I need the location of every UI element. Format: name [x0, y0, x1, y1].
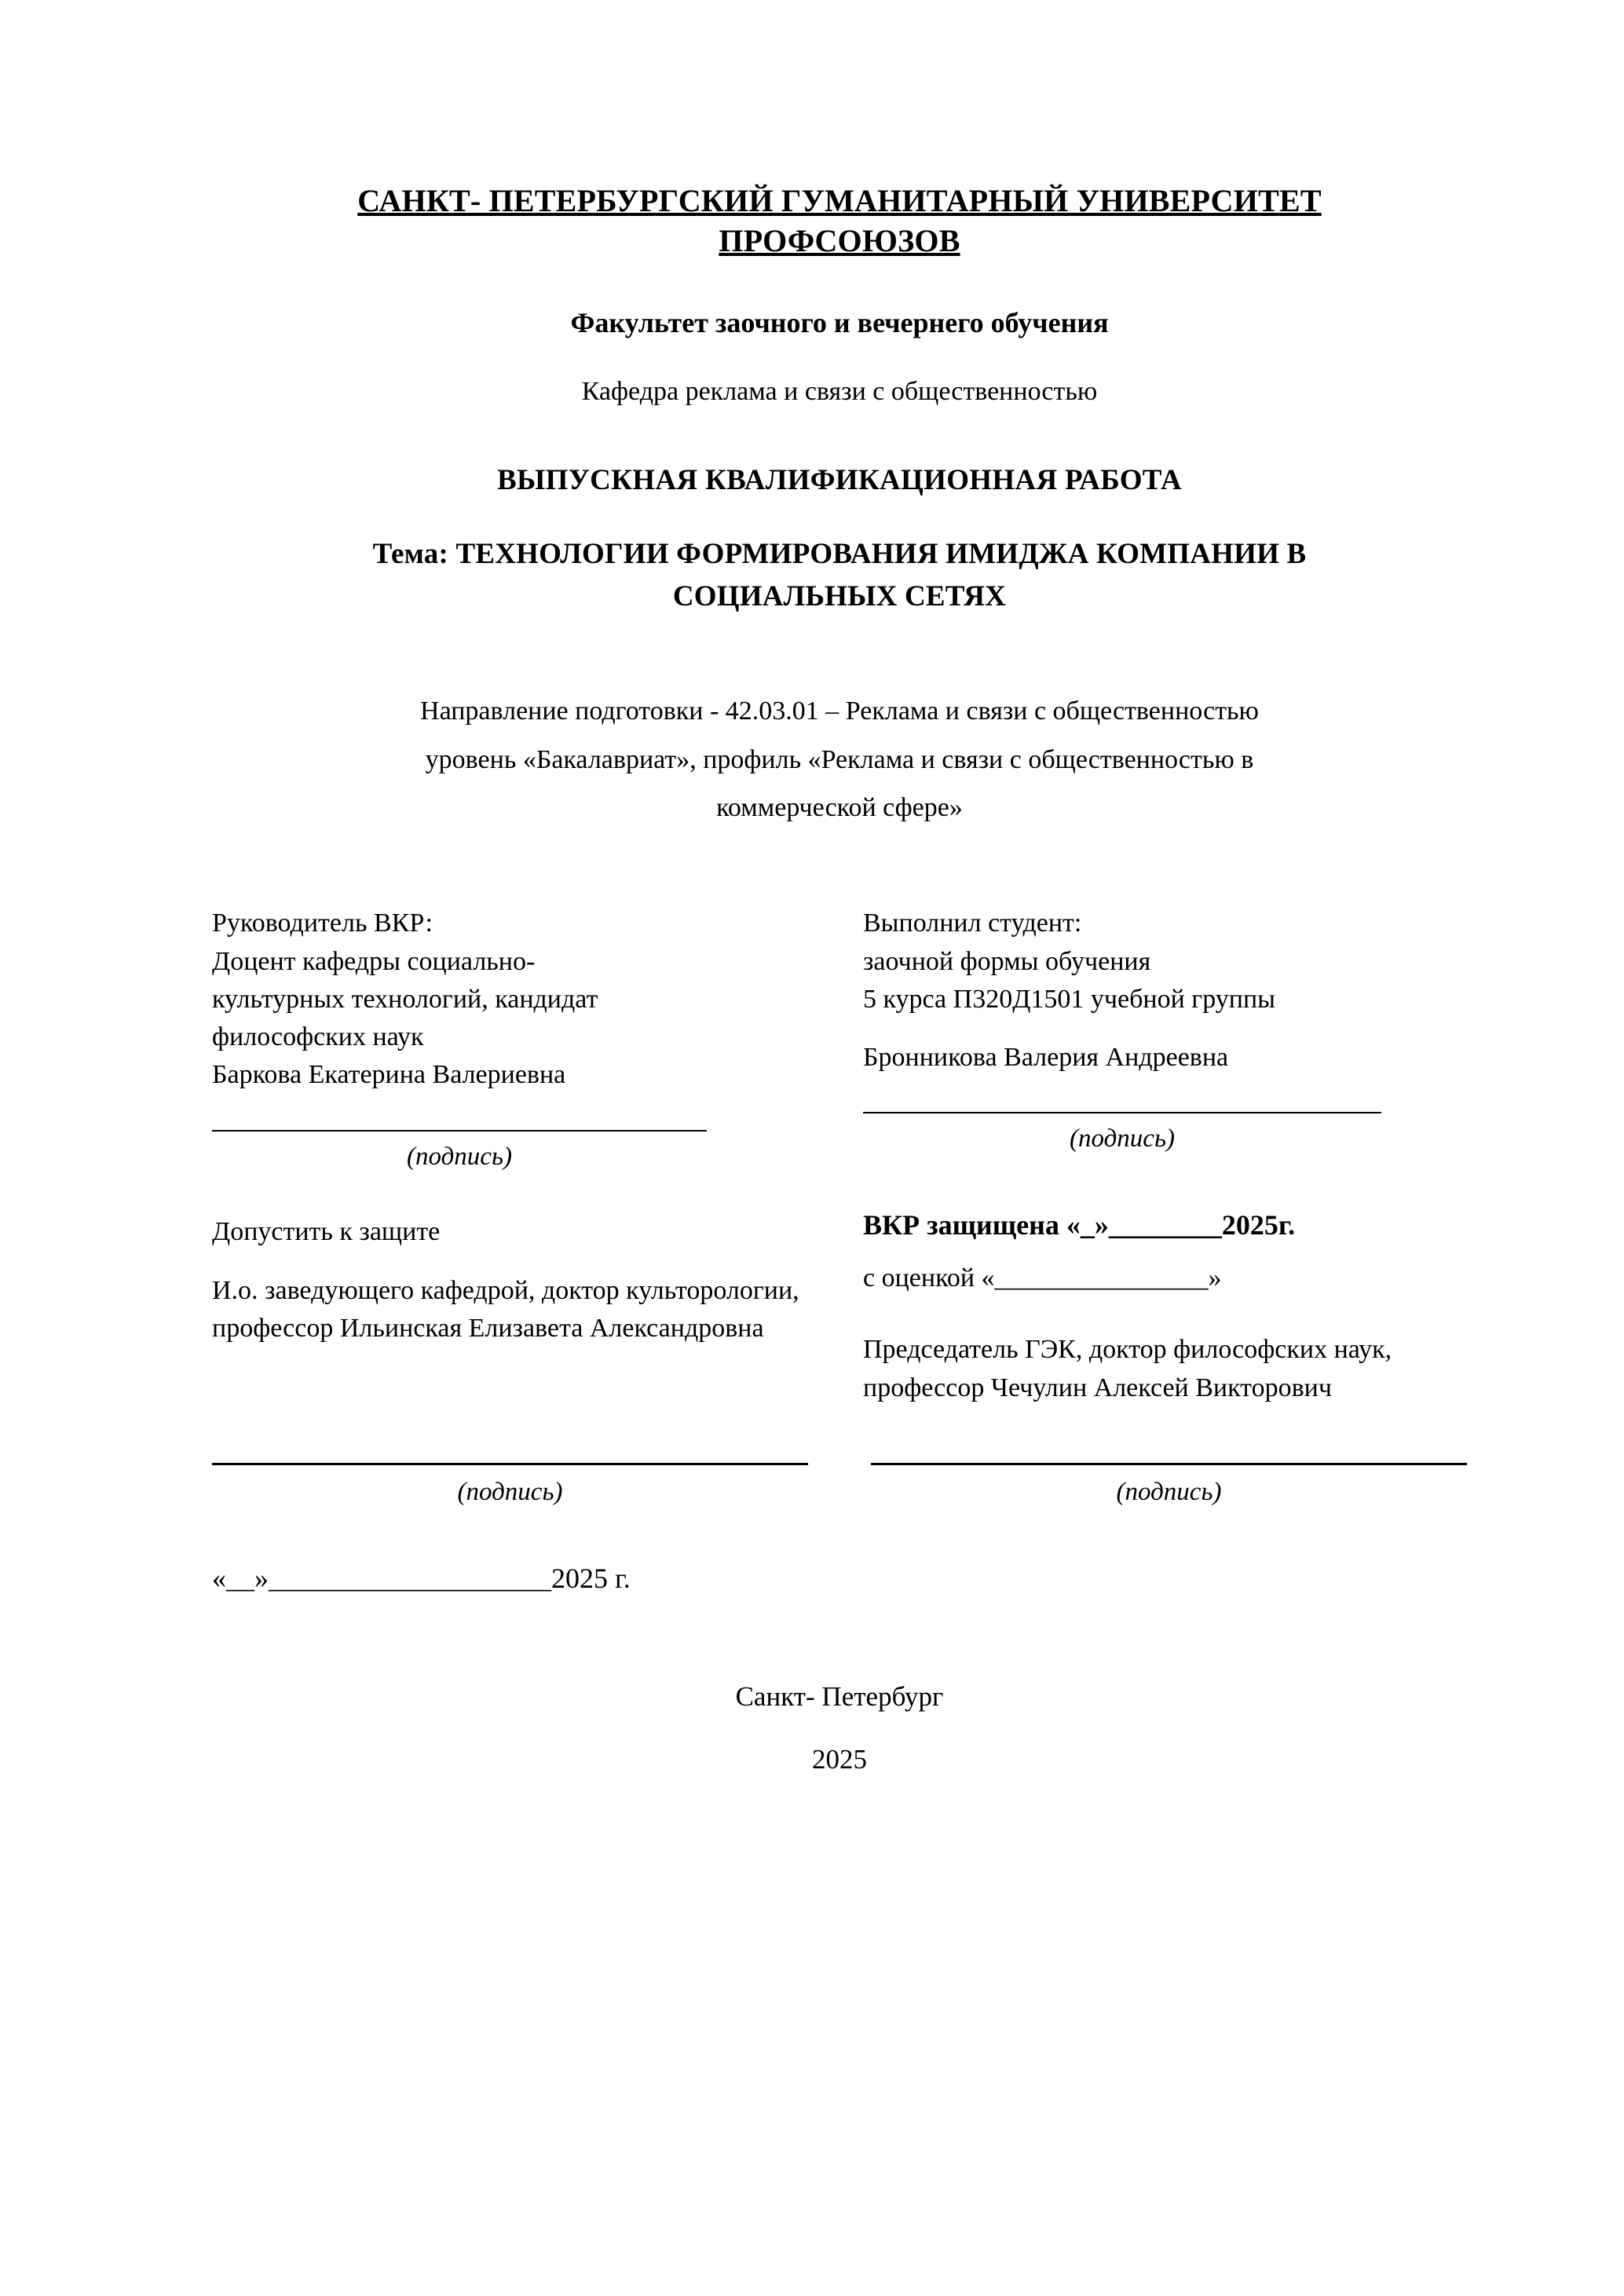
gec-chairman-block [863, 1331, 1467, 1407]
university-name-line2: ПРОФСОЮЗОВ [719, 223, 960, 259]
admission-position-block [212, 1272, 816, 1348]
direction-line3: коммерческой сфере» [716, 793, 963, 823]
student-group: 5 курса П320Д1501 учебной группы [863, 984, 1275, 1014]
work-theme [212, 533, 1467, 617]
admission-position-line2: доктор культорологии, профессор [212, 1275, 799, 1343]
admission-signature-line [212, 1462, 808, 1465]
supervisor-position-line3: философских наук [212, 1022, 424, 1052]
gec-signature-area [839, 1462, 1467, 1507]
supervisor-column [212, 905, 839, 1407]
student-name: Бронникова Валерия Андреевна [863, 1043, 1229, 1073]
admission-name-line1: Ильинская Елизавета [339, 1313, 583, 1343]
bottom-signature-lines [212, 1462, 1467, 1507]
gec-chairman-name: Чечулин Алексей Викторович [990, 1373, 1332, 1402]
chair-name: Кафедра реклама и связи с общественностью [581, 377, 1098, 407]
student-signature-caption: (подпись) [1070, 1124, 1175, 1153]
admission-date-line: «__»____________________2025 г. [212, 1562, 631, 1594]
signatories-section [212, 905, 1467, 1407]
university-name [227, 181, 1452, 261]
supervisor-signature-caption: (подпись) [407, 1142, 512, 1171]
student-column [839, 905, 1467, 1407]
student-form: заочной формы обучения [863, 946, 1151, 976]
defense-date-line: ВКР защищена «_»________2025г. [863, 1209, 1296, 1241]
direction-line1: Направление подготовки - 42.03.01 – Реклама и связи с общественностью [420, 696, 1259, 726]
student-label: Выполнил студент: [863, 909, 1082, 938]
supervisor-signature-line [212, 1129, 707, 1132]
student-signature-line [863, 1111, 1381, 1113]
work-theme-line1: Тема: ТЕХНОЛОГИИ ФОРМИРОВАНИЯ ИМИДЖА КОМПАНИИ В [372, 538, 1307, 571]
admission-name-line2: Александровна [589, 1313, 764, 1343]
gec-signature-caption: (подпись) [1116, 1477, 1222, 1506]
work-theme-line2: СОЦИАЛЬНЫХ СЕТЯХ [672, 580, 1007, 613]
supervisor-name: Баркова Екатерина Валериевна [212, 1060, 566, 1090]
defense-grade-line: с оценкой «________________» [863, 1263, 1222, 1293]
admission-signature-caption: (подпись) [457, 1477, 563, 1506]
spacer [863, 1018, 1467, 1039]
work-type: ВЫПУСКНАЯ КВАЛИФИКАЦИОННАЯ РАБОТА [497, 464, 1182, 497]
admission-signature-area [212, 1462, 839, 1507]
admission-label: Допустить к защите [212, 1216, 441, 1246]
direction-line2: уровень «Бакалавриат», профиль «Реклама и связи с общественностью в [425, 744, 1254, 774]
gec-chairman-line2: философских наук, профессор [863, 1335, 1392, 1402]
university-name-line1: САНКТ- ПЕТЕРБУРГСКИЙ ГУМАНИТАРНЫЙ УНИВЕРСИТЕТ [357, 183, 1322, 218]
supervisor-label: Руководитель ВКР: [212, 909, 433, 938]
year: 2025 [812, 1743, 867, 1775]
faculty-name: Факультет заочного и вечернего обучения [570, 307, 1109, 339]
gec-signature-line [871, 1462, 1467, 1465]
gec-chairman-line1: Председатель ГЭК, доктор [863, 1335, 1167, 1365]
admission-position-line1: И.о. заведующего кафедрой, [212, 1275, 536, 1305]
direction-of-study [212, 687, 1467, 833]
supervisor-block [212, 905, 816, 1094]
supervisor-position-line2: культурных технологий, кандидат [212, 984, 598, 1014]
student-block [863, 905, 1467, 1018]
supervisor-position-line1: Доцент кафедры социально- [212, 946, 536, 976]
city-name: Санкт- Петербург [735, 1680, 944, 1712]
